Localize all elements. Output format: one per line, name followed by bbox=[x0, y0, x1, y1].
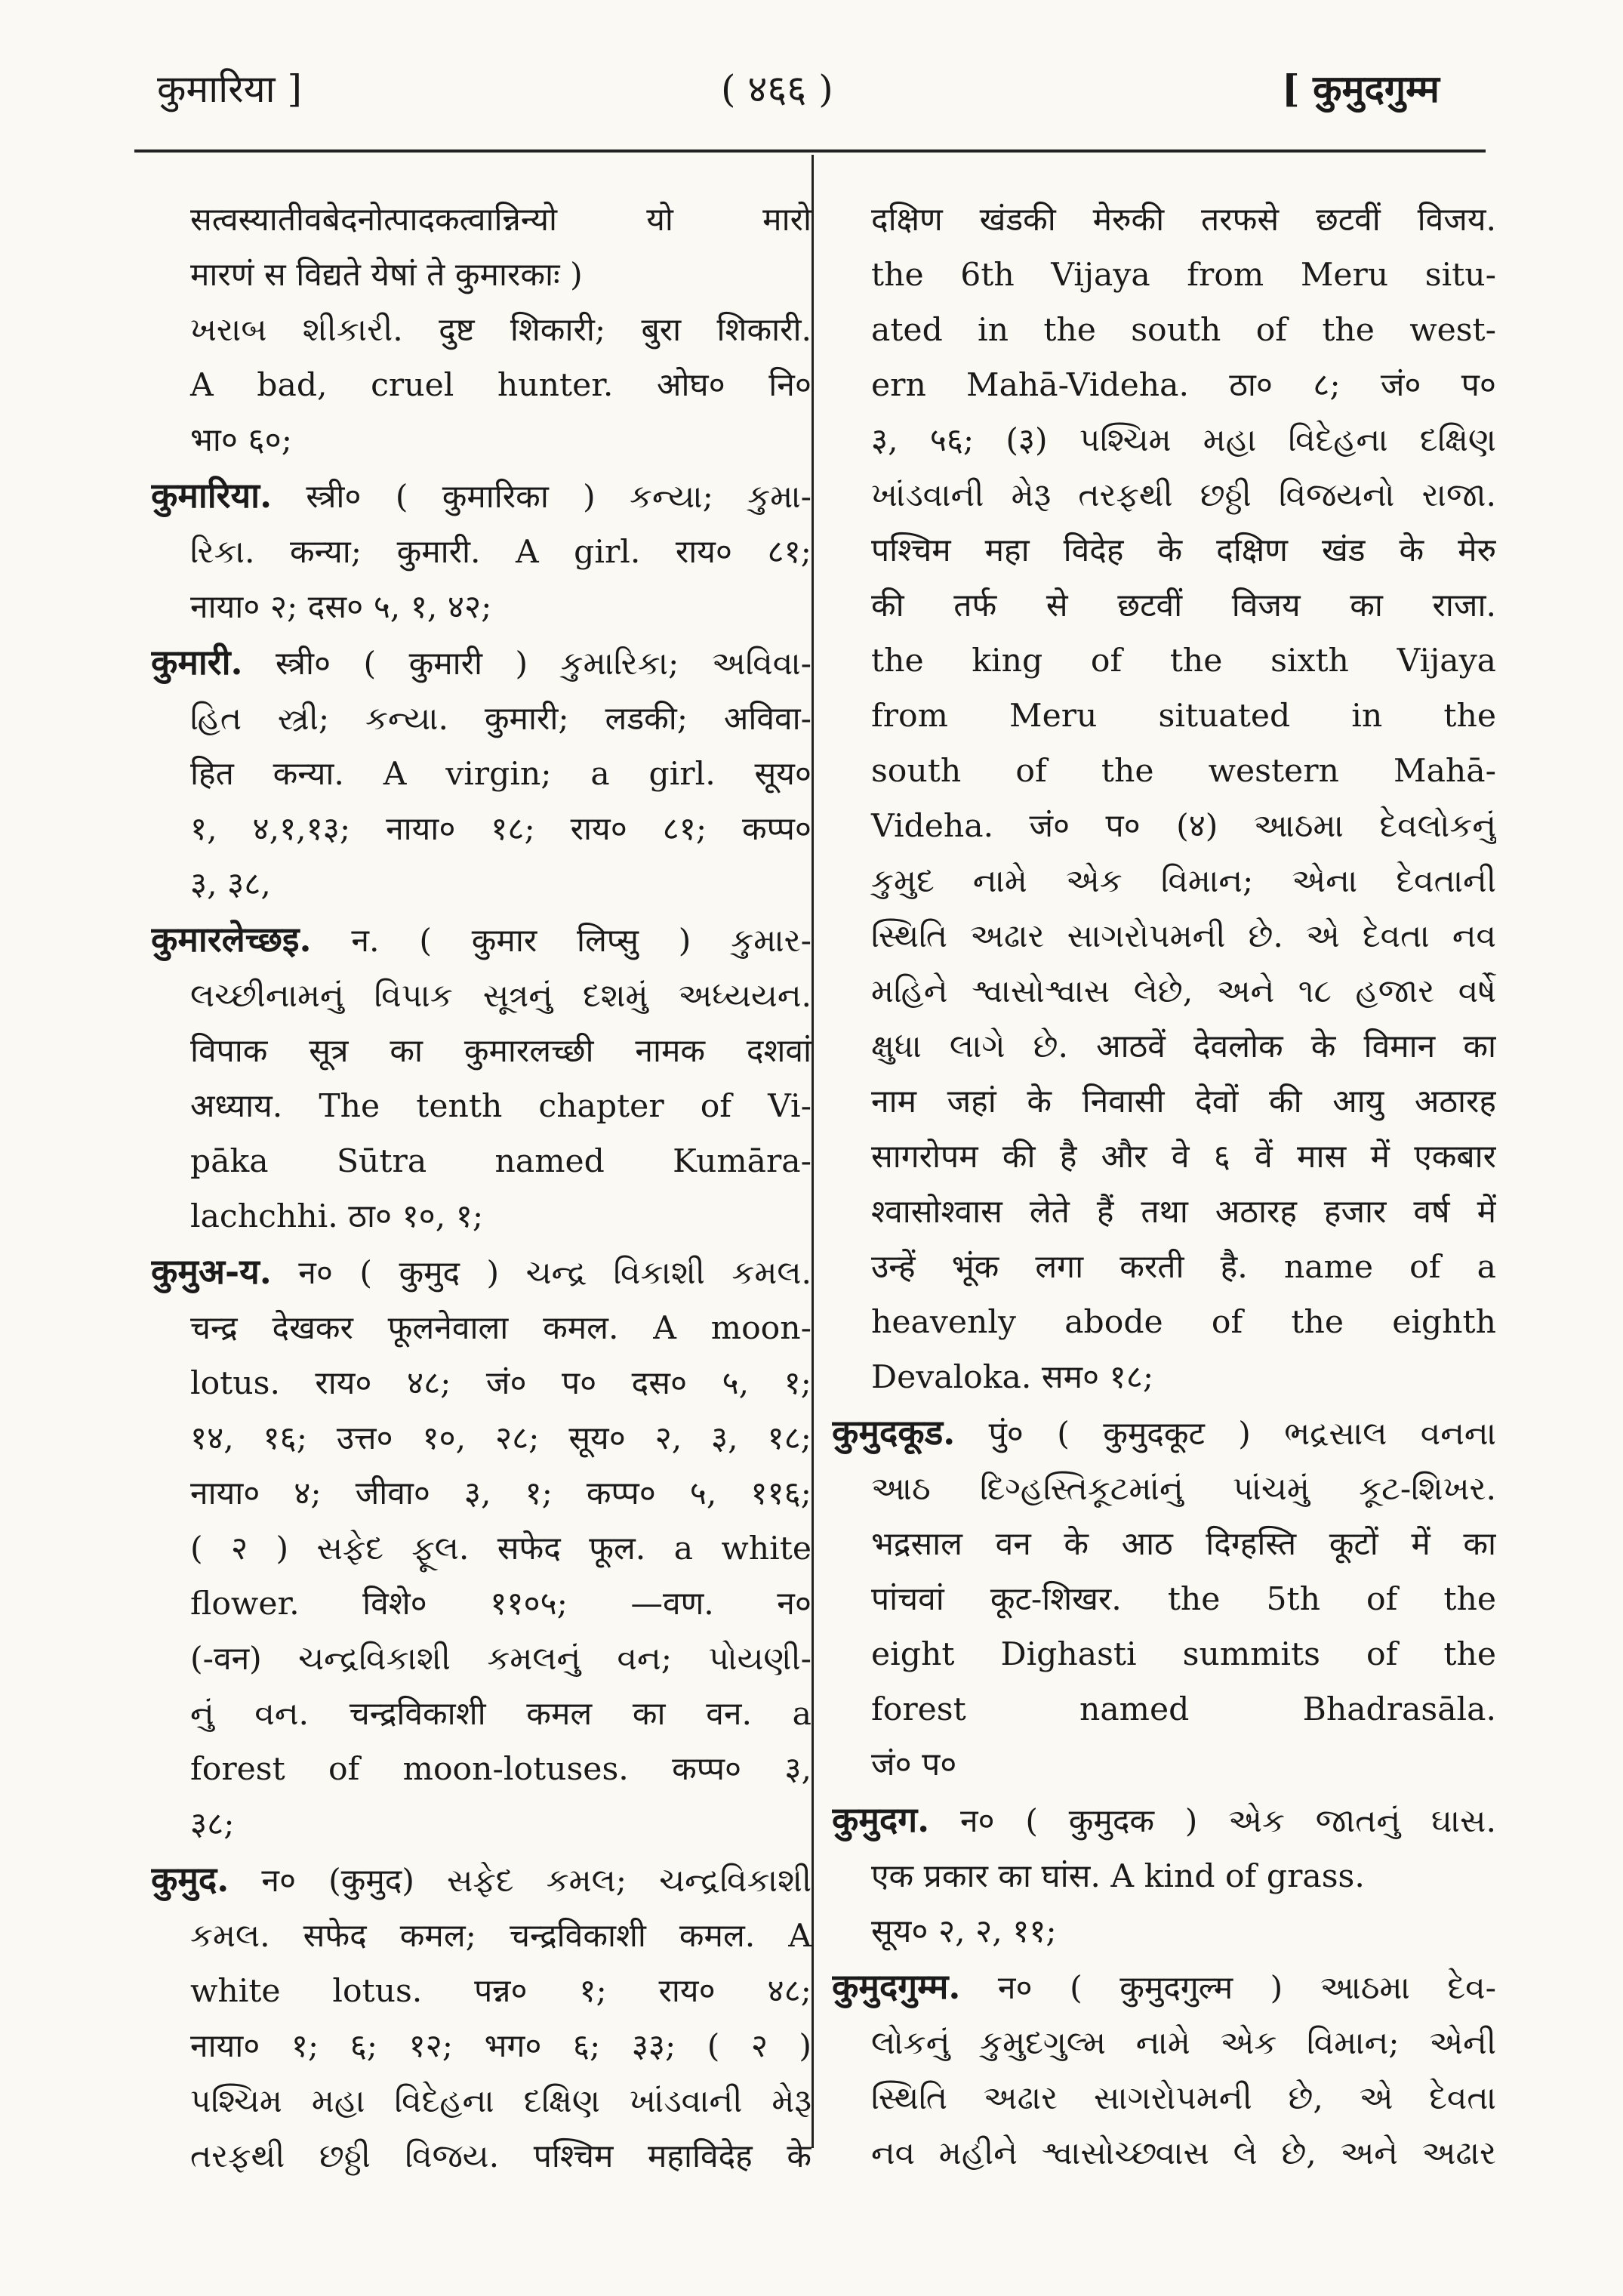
line-text: સ્થિતિ અઢાર સાગરોપમની છે. એ દેવતા નવ bbox=[871, 918, 1496, 955]
text-line bbox=[832, 413, 1496, 468]
text-line bbox=[832, 1849, 1496, 1904]
line-text: નું વન. चन्द्रविकाशी कमल का वन. a bbox=[190, 1696, 812, 1733]
line-text: white lotus. पन्न० १; राय० ४८; bbox=[190, 1973, 812, 2010]
text-line bbox=[151, 303, 812, 358]
headword: कुमारिया. bbox=[151, 475, 273, 516]
line-text: सूय० २, २, ११; bbox=[871, 1913, 1057, 1950]
text-line bbox=[151, 802, 812, 857]
text-line bbox=[832, 578, 1496, 633]
text-line bbox=[151, 1632, 812, 1687]
text-line bbox=[832, 744, 1496, 799]
line-text: न० (कुमुद) સફેદ કમલ; ચન્દ્રવિકાશી bbox=[229, 1863, 812, 1900]
text-line bbox=[832, 964, 1496, 1019]
text-line bbox=[151, 1521, 812, 1576]
line-text: पुं० ( कुमुदकूट ) ભદ્રસાલ વનના bbox=[955, 1416, 1496, 1453]
text-line bbox=[832, 1350, 1496, 1405]
right-column bbox=[832, 193, 1496, 2181]
text-line bbox=[151, 1687, 812, 1742]
line-text: કમલ. सफेद कमल; चन्द्रविकाशी कमल. A bbox=[190, 1918, 812, 1955]
line-text: flower. विशे० ११०५; —वण. न० bbox=[190, 1586, 812, 1623]
line-text: the 6th Vijaya from Meru situ- bbox=[871, 257, 1496, 294]
header-left-guideword: कुमारिया ] bbox=[157, 67, 303, 111]
line-text: भा० ६०; bbox=[190, 422, 293, 459]
line-text: ३, ५६; (३) પશ્ચિમ મહા વિદેહના દક્ષિણ bbox=[871, 422, 1496, 459]
line-text: નવ મહીને શ્વાસોચ્છ્વાસ લે છે, અને અઢાર bbox=[871, 2135, 1496, 2172]
text-line bbox=[832, 1240, 1496, 1295]
line-text: હિત સ્ત્રી; કન્યા. कुमारी; लडकी; अविवा- bbox=[190, 701, 812, 738]
line-text: सत्वस्यातीवबेदनोत्पादकत्वान्निन्यो यो मारो bbox=[190, 202, 812, 239]
text-line bbox=[151, 1301, 812, 1356]
text-line bbox=[832, 1295, 1496, 1350]
line-text: કુમુદ નામે એક વિમાન; એના દેવતાની bbox=[871, 863, 1496, 900]
headword: कुमारी. bbox=[151, 642, 243, 683]
text-line bbox=[832, 2071, 1496, 2126]
line-text: दक्षिण खंडकी मेरुकी तरफसे छटवीं विजय. bbox=[871, 202, 1496, 239]
header-rule bbox=[134, 149, 1486, 153]
text-line bbox=[832, 633, 1496, 689]
entry-first-line bbox=[832, 1959, 1496, 2016]
entry-first-line bbox=[151, 1852, 812, 1909]
line-text: स्त्री० ( कुमारिका ) કન્યા; કુમા- bbox=[272, 479, 812, 516]
line-text: lachchhi. ठा० १०, १; bbox=[190, 1198, 484, 1235]
line-text: पश्चिम महा विदेह के दक्षिण खंड के मेरु bbox=[871, 532, 1496, 569]
entry-first-line bbox=[151, 635, 812, 692]
line-text: ern Mahā-Videha. ठा० ८; जं० प० bbox=[871, 367, 1496, 404]
line-text: मारणं स विद्यते येषां ते कुमारकाः ) bbox=[190, 257, 583, 294]
text-line bbox=[151, 747, 812, 802]
text-line bbox=[151, 193, 812, 248]
line-text: A bad, cruel hunter. ओघ० नि० bbox=[190, 367, 812, 404]
line-text: ३८; bbox=[190, 1806, 235, 1843]
line-text: नाया० ४; जीवा० ३, १; कप्प० ५, ११६; bbox=[190, 1475, 812, 1512]
line-text: उन्हें भूंक लगा करती है. name of a bbox=[871, 1249, 1496, 1286]
line-text: પશ્ચિમ મહા વિદેહના દક્ષિણ ખાંડવાની મેરૂ bbox=[190, 2083, 812, 2120]
line-text: તરફથી છઠ્ઠી વિજય. पश्चिम महाविदेह के bbox=[190, 2138, 812, 2175]
text-line bbox=[832, 1572, 1496, 1627]
text-line bbox=[832, 1019, 1496, 1074]
line-text: Videha. जं० प० (४) આઠમા દેવલોકનું bbox=[871, 808, 1496, 845]
line-text: ated in the south of the west- bbox=[871, 312, 1496, 349]
line-text: चन्द्र देखकर फूलनेवाला कमल. A moon- bbox=[190, 1310, 812, 1347]
left-column bbox=[151, 193, 812, 2184]
text-line bbox=[832, 1517, 1496, 1572]
text-line bbox=[832, 854, 1496, 909]
line-text: न० ( कुमुद ) ચન્દ્ર વિકાશી કમલ. bbox=[271, 1255, 812, 1292]
text-line bbox=[151, 1576, 812, 1632]
line-text: the king of the sixth Vijaya bbox=[871, 643, 1496, 680]
text-line bbox=[151, 1909, 812, 1964]
text-line bbox=[151, 1742, 812, 1797]
line-text: एक प्रकार का घांस. A kind of grass. bbox=[871, 1858, 1365, 1895]
line-text: नाया० २; दस० ५, १, ४२; bbox=[190, 589, 492, 626]
column-divider bbox=[812, 155, 814, 2148]
page-number: ( ४६६ ) bbox=[721, 67, 833, 111]
text-line bbox=[832, 303, 1496, 358]
text-line bbox=[832, 193, 1496, 248]
line-text: न० ( कुमुदक ) એક જાતનું ઘાસ. bbox=[929, 1803, 1496, 1840]
entry-first-line bbox=[151, 912, 812, 969]
line-text: सागरोपम की है और वे ६ वें मास में एकबार bbox=[871, 1139, 1496, 1176]
text-line bbox=[832, 523, 1496, 578]
text-line bbox=[832, 1627, 1496, 1682]
line-text: पांचवां कूट-शिखर. the 5th of the bbox=[871, 1581, 1496, 1618]
line-text: heavenly abode of the eighth bbox=[871, 1304, 1496, 1341]
text-line bbox=[151, 1411, 812, 1466]
text-line bbox=[832, 799, 1496, 854]
text-line bbox=[832, 248, 1496, 303]
text-line bbox=[151, 2074, 812, 2129]
text-line bbox=[832, 1737, 1496, 1792]
text-line bbox=[832, 2126, 1496, 2181]
text-line bbox=[832, 1185, 1496, 1240]
entry-first-line bbox=[151, 1244, 812, 1301]
line-text: સ્થિતિ અઢાર સાગરોપમની છે, એ દેવતા bbox=[871, 2080, 1496, 2117]
line-text: की तर्फ से छटवीं विजय का राजा. bbox=[871, 587, 1496, 624]
text-line bbox=[151, 1079, 812, 1134]
line-text: ખાંડવાની મેરૂ તરફથી છઠ્ઠી વિજયનો રાજા. bbox=[871, 477, 1496, 514]
text-line bbox=[151, 2129, 812, 2184]
line-text: श्वासोश्वास लेते हैं तथा अठारह हजार वर्ष में bbox=[871, 1194, 1496, 1231]
line-text: લચ્છીનામનું વિપાક સૂત્રનું દશમું અધ્યયન. bbox=[190, 978, 812, 1015]
line-text: (-वन) ચન્દ્રવિકાશી કમલનું વન; પોયણી- bbox=[190, 1641, 812, 1678]
text-line bbox=[151, 413, 812, 468]
headword: कुमुदकूड. bbox=[832, 1412, 956, 1453]
line-text: न० ( कुमुदगुल्म ) આઠમા દેવ- bbox=[960, 1970, 1496, 2007]
text-line bbox=[151, 2019, 812, 2074]
line-text: eight Dighasti summits of the bbox=[871, 1636, 1496, 1673]
text-line bbox=[151, 358, 812, 413]
line-text: forest named Bhadrasāla. bbox=[871, 1691, 1496, 1728]
line-text: ખરાબ શીકારી. दुष्ट शिकारी; बुरा शिकारी. bbox=[190, 312, 812, 349]
line-text: રિકા. कन्या; कुमारी. A girl. राय० ८१; bbox=[190, 534, 812, 571]
text-line bbox=[832, 358, 1496, 413]
text-line bbox=[151, 1466, 812, 1521]
text-line bbox=[151, 580, 812, 635]
headword: कुमुद. bbox=[151, 1859, 229, 1900]
text-line bbox=[832, 1462, 1496, 1517]
text-line bbox=[832, 1904, 1496, 1959]
headword: कुमारलेच्छइ. bbox=[151, 919, 312, 960]
line-text: न. ( कुमार लिप्सु ) કુમાર- bbox=[311, 923, 812, 960]
text-line bbox=[151, 525, 812, 580]
text-line bbox=[151, 969, 812, 1024]
line-text: forest of moon-lotuses. कप्प० ३, bbox=[190, 1751, 812, 1788]
header-right-guideword: [ कुमुदगुम्म bbox=[1282, 66, 1440, 111]
headword: कुमुदगुम्म. bbox=[832, 1966, 961, 2007]
text-line bbox=[832, 689, 1496, 744]
text-line bbox=[151, 1189, 812, 1244]
line-text: pāka Sūtra named Kumāra- bbox=[190, 1143, 812, 1180]
line-text: south of the western Mahā- bbox=[871, 753, 1496, 790]
text-line bbox=[151, 1024, 812, 1079]
text-line bbox=[151, 248, 812, 303]
line-text: अध्याय. The tenth chapter of Vi- bbox=[190, 1088, 812, 1125]
line-text: १, ४,१,१३; नाया० १८; राय० ८१; कप्प० bbox=[190, 811, 812, 848]
line-text: લોકનું કુમુદગુલ્મ નામે એક વિમાન; એની bbox=[871, 2025, 1496, 2062]
entry-first-line bbox=[832, 1405, 1496, 1462]
text-line bbox=[832, 1682, 1496, 1737]
headword: कुमुअ-य. bbox=[151, 1251, 272, 1292]
text-line bbox=[151, 1797, 812, 1852]
line-text: १४, १६; उत्त० १०, २८; सूय० २, ३, १८; bbox=[190, 1420, 812, 1457]
text-line bbox=[151, 1964, 812, 2019]
line-text: हित कन्या. A virgin; a girl. सूय० bbox=[190, 756, 812, 793]
text-line bbox=[832, 1074, 1496, 1130]
line-text: विपाक सूत्र का कुमारलच्छी नामक दशवां bbox=[190, 1033, 812, 1070]
line-text: ( २ ) સફેદ ફૂલ. सफेद फूल. a white bbox=[190, 1530, 812, 1567]
text-line bbox=[151, 857, 812, 912]
line-text: મહિને શ્વાસોશ્વાસ લેછે, અને ૧૮ હજાર વર્ષે bbox=[871, 973, 1496, 1010]
line-text: Devaloka. सम० १८; bbox=[871, 1359, 1154, 1396]
entry-first-line bbox=[151, 468, 812, 525]
headword: कुमुदग. bbox=[832, 1799, 930, 1840]
line-text: स्त्री० ( कुमारी ) કુમારિકા; અવિવા- bbox=[242, 646, 812, 683]
text-line bbox=[832, 909, 1496, 964]
line-text: ક્ષુધા લાગે છે. आठवें देवलोक के विमान का bbox=[871, 1028, 1496, 1065]
line-text: भद्रसाल वन के आठ दिग्हस्ति कूटों में का bbox=[871, 1526, 1496, 1563]
text-line bbox=[832, 468, 1496, 523]
line-text: नाम जहां के निवासी देवों की आयु अठारह bbox=[871, 1083, 1496, 1120]
line-text: આઠ દિગ્હસ્તિકૂટમાંનું પાંચમું કૂટ-શિખર. bbox=[871, 1471, 1496, 1508]
text-line bbox=[151, 692, 812, 747]
text-line bbox=[151, 1356, 812, 1411]
line-text: नाया० १; ६; १२; भग० ६; ३३; ( २ ) bbox=[190, 2028, 812, 2065]
line-text: from Meru situated in the bbox=[871, 698, 1496, 735]
text-line bbox=[832, 2016, 1496, 2071]
page-header bbox=[0, 47, 1623, 115]
text-line bbox=[832, 1130, 1496, 1185]
entry-first-line bbox=[832, 1792, 1496, 1849]
line-text: जं० प० bbox=[871, 1746, 957, 1783]
text-line bbox=[151, 1134, 812, 1189]
line-text: ३, ३८, bbox=[190, 866, 271, 903]
line-text: lotus. राय० ४८; जं० प० दस० ५, १; bbox=[190, 1365, 812, 1402]
